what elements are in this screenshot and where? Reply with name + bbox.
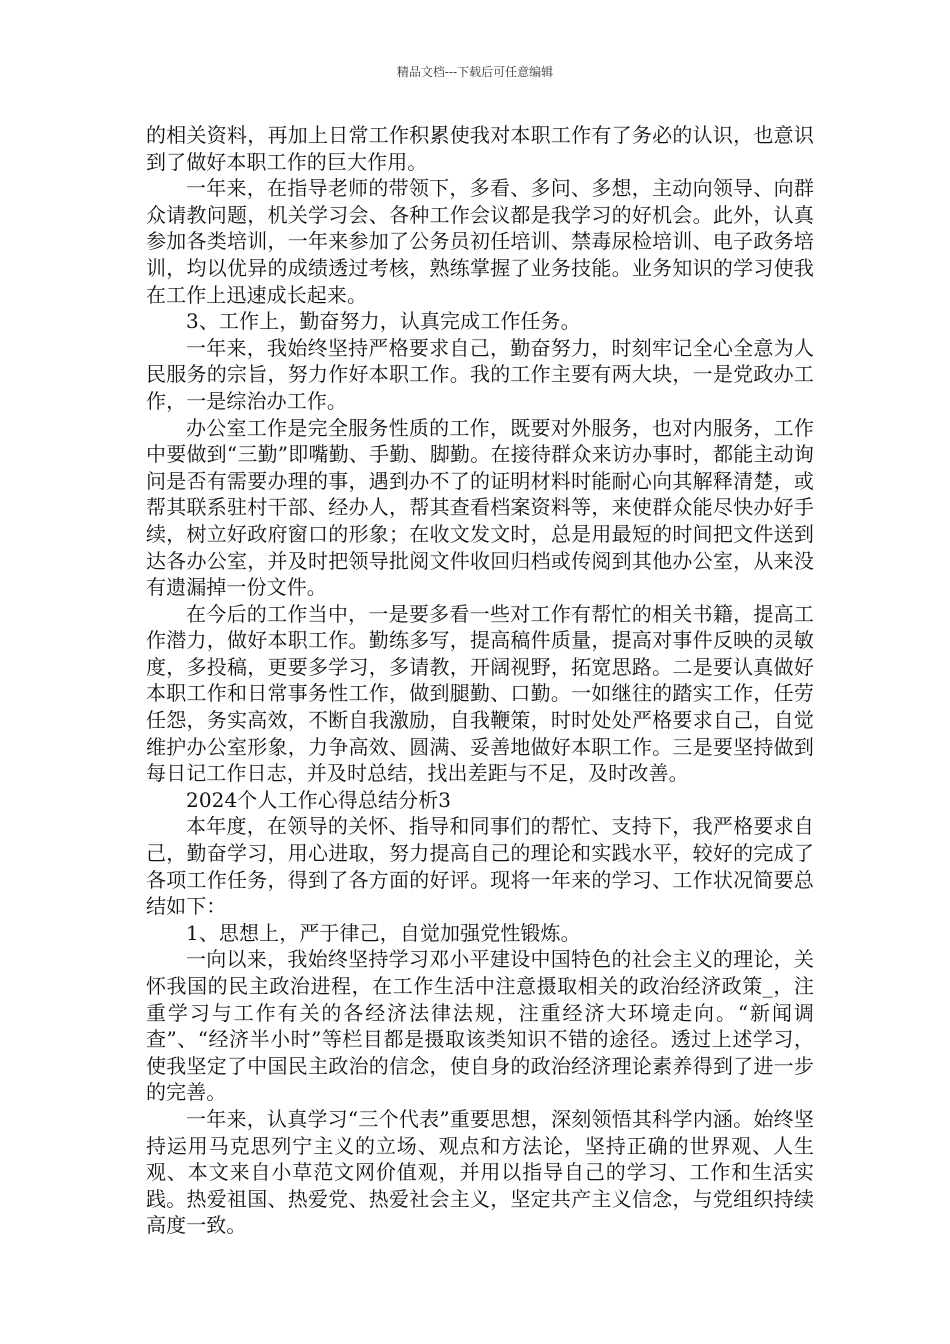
paragraph-1: 的相关资料，再加上日常工作积累使我对本职工作有了务必的认识，也意识到了做好本职工作的巨大作用。 <box>146 123 814 174</box>
paragraph-2: 一年来，在指导老师的带领下，多看、多问、多想，主动向领导、向群众请教问题，机关学习会、各种工作会议都是我学习的好机会。此外，认真参加各类培训，一年来参加了公务员初任培训、禁毒尿检培训、电子政务培训，均以优异的成绩透过考核，熟练掌握了业务技能。业务知识的学习使我在工作上迅速成长起来。 <box>146 176 814 307</box>
paragraph-11: 一年来，认真学习“三个代表”重要思想，深刻领悟其科学内涵。始终坚持运用马克思列宁主义的立场、观点和方法论，坚持正确的世界观、人生观、本文来自小草范文网价值观，并用以指导自己的学习、工作和生活实践。热爱祖国、热爱党、热爱社会主义，坚定共产主义信念，与党组织持续高度一致。 <box>146 1106 814 1238</box>
paragraph-10: 一向以来，我始终坚持学习邓小平建设中国特色的社会主义的理论，关怀我国的民主政治进程，在工作生活中注意摄取相关的政治经济政策_，注重学习与工作有关的各经济法律法规，注重经济大环境走向。“新闻调查”、“经济半小时”等栏目都是摄取该类知识不错的途径。透过上述学习，使我坚定了中国民主政治的信念，使自身的政治经济理论素养得到了进一步的完善。 <box>146 947 814 1105</box>
paragraph-4: 一年来，我始终坚持严格要求自己，勤奋努力，时刻牢记全心全意为人民服务的宗旨，努力作好本职工作。我的工作主要有两大块，一是党政办工作，一是综治办工作。 <box>146 335 814 413</box>
page-header: 精品文档---下载后可任意编辑 <box>396 65 554 79</box>
paragraph-5: 办公室工作是完全服务性质的工作，既要对外服务，也对内服务，工作中要做到“三勤”即嘴勤、手勤、脚勤。在接待群众来访办事时，都能主动询问是否有需要办理的事，遇到办不了的证明材料时能耐心向其解释清楚，或帮其联系驻村干部、经办人，帮其查看档案资料等，来使群众能尽快办好手续，树立好政府窗口的形象；在收文发文时，总是用最短的时间把文件送到达各办公室，并及时把领导批阅文件收回归档或传阅到其他办公室，从来没有遗漏掉一份文件。 <box>146 415 814 600</box>
paragraph-8: 本年度，在领导的关怀、指导和同事们的帮忙、支持下，我严格要求自己，勤奋学习，用心进取，努力提高自己的理论和实践水平，较好的完成了各项工作任务，得到了各方面的好评。现将一年来的学习、工作状况简要总结如下： <box>146 814 814 919</box>
section-title-3: 2024个人工作心得总结分析3 <box>186 787 452 812</box>
section-heading-thought: 1、思想上，严于律己，自觉加强党性锻炼。 <box>186 920 581 945</box>
document-body <box>146 122 814 1239</box>
section-heading-work: 3、工作上，勤奋努力，认真完成工作任务。 <box>186 309 581 334</box>
paragraph-6: 在今后的工作当中，一是要多看一些对工作有帮忙的相关书籍，提高工作潜力，做好本职工作。勤练多写，提高稿件质量，提高对事件反映的灵敏度，多投稿，更要多学习，多请教，开阔视野，拓宽思路。二是要认真做好本职工作和日常事务性工作，做到腿勤、口勤。一如继往的踏实工作，任劳任怨，务实高效，不断自我激励，自我鞭策，时时处处严格要求自己，自觉维护办公室形象，力争高效、圆满、妥善地做好本职工作。三是要坚持做到每日记工作日志，并及时总结，找出差距与不足，及时改善。 <box>146 601 814 786</box>
